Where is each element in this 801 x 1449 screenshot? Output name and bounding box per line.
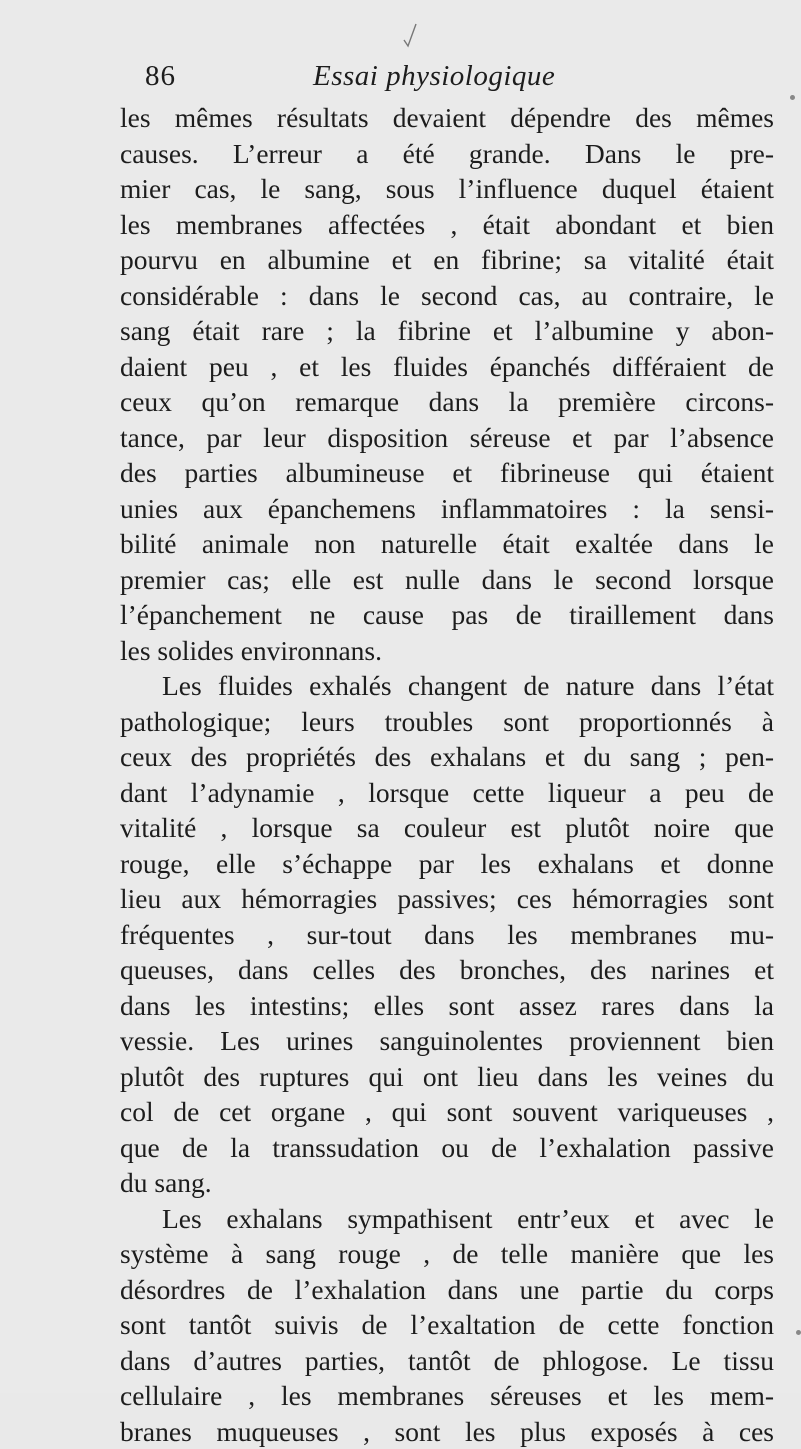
margin-speck	[796, 1330, 801, 1335]
text-line: l’épanchement ne cause pas de tiraillement dans	[120, 597, 774, 633]
text-line: pourvu en albumine et en fibrine; sa vitalité était	[120, 242, 774, 278]
text-line: sont tantôt suivis de l’exaltation de cette fonction	[120, 1307, 774, 1343]
page-number: 86	[145, 60, 176, 93]
text-line: des parties albumineuse et fibrineuse qui étaient	[120, 455, 774, 491]
text-line: premier cas; elle est nulle dans le second lorsque	[120, 562, 774, 598]
text-line: les solides environnans.	[120, 633, 774, 669]
text-line: fréquentes , sur-tout dans les membranes mu-	[120, 917, 774, 953]
text-line: lieu aux hémorragies passives; ces hémorragies sont	[120, 881, 774, 917]
text-line: ceux qu’on remarque dans la première circons-	[120, 384, 774, 420]
text-line: branes muqueuses , sont les plus exposés à ces	[120, 1414, 774, 1449]
text-line: du sang.	[120, 1165, 774, 1201]
text-line: pathologique; leurs troubles sont proportionnés à	[120, 704, 774, 740]
text-line: dans les intestins; elles sont assez rares dans la	[120, 988, 774, 1024]
text-line: causes. L’erreur a été grande. Dans le pre-	[120, 136, 774, 172]
text-line: tance, par leur disposition séreuse et par l’absence	[120, 420, 774, 456]
text-line: vitalité , lorsque sa couleur est plutôt noire que	[120, 810, 774, 846]
body-text	[120, 100, 774, 1449]
text-line: ceux des propriétés des exhalans et du sang ; pen-	[120, 739, 774, 775]
text-line: queuses, dans celles des bronches, des narines et	[120, 952, 774, 988]
pencil-tick-mark	[403, 22, 417, 48]
text-line: plutôt des ruptures qui ont lieu dans les veines du	[120, 1059, 774, 1095]
text-line: les mêmes résultats devaient dépendre des mêmes	[120, 100, 774, 136]
text-line: système à sang rouge , de telle manière que les	[120, 1236, 774, 1272]
text-line: vessie. Les urines sanguinolentes proviennent bien	[120, 1023, 774, 1059]
text-line: dans d’autres parties, tantôt de phlogose. Le tissu	[120, 1343, 774, 1379]
text-line: désordres de l’exhalation dans une partie du corps	[120, 1272, 774, 1308]
text-line: daient peu , et les fluides épanchés différaient de	[120, 349, 774, 385]
text-line: unies aux épanchemens inflammatoires : la sensi-	[120, 491, 774, 527]
text-line: Les fluides exhalés changent de nature dans l’état	[120, 668, 774, 704]
text-line: dant l’adynamie , lorsque cette liqueur a peu de	[120, 775, 774, 811]
text-line: Les exhalans sympathisent entr’eux et avec le	[120, 1201, 774, 1237]
text-line: que de la transsudation ou de l’exhalation passive	[120, 1130, 774, 1166]
text-line: cellulaire , les membranes séreuses et les mem-	[120, 1378, 774, 1414]
page-header	[145, 60, 765, 100]
text-line: sang était rare ; la fibrine et l’albumine y abon-	[120, 313, 774, 349]
text-line: mier cas, le sang, sous l’influence duquel étaient	[120, 171, 774, 207]
text-line: bilité animale non naturelle était exaltée dans le	[120, 526, 774, 562]
margin-speck	[790, 95, 795, 100]
running-title: Essai physiologique	[313, 60, 555, 93]
text-line: col de cet organe , qui sont souvent variqueuses ,	[120, 1094, 774, 1130]
text-line: les membranes affectées , était abondant et bien	[120, 207, 774, 243]
text-line: considérable : dans le second cas, au contraire, le	[120, 278, 774, 314]
text-line: rouge, elle s’échappe par les exhalans et donne	[120, 846, 774, 882]
